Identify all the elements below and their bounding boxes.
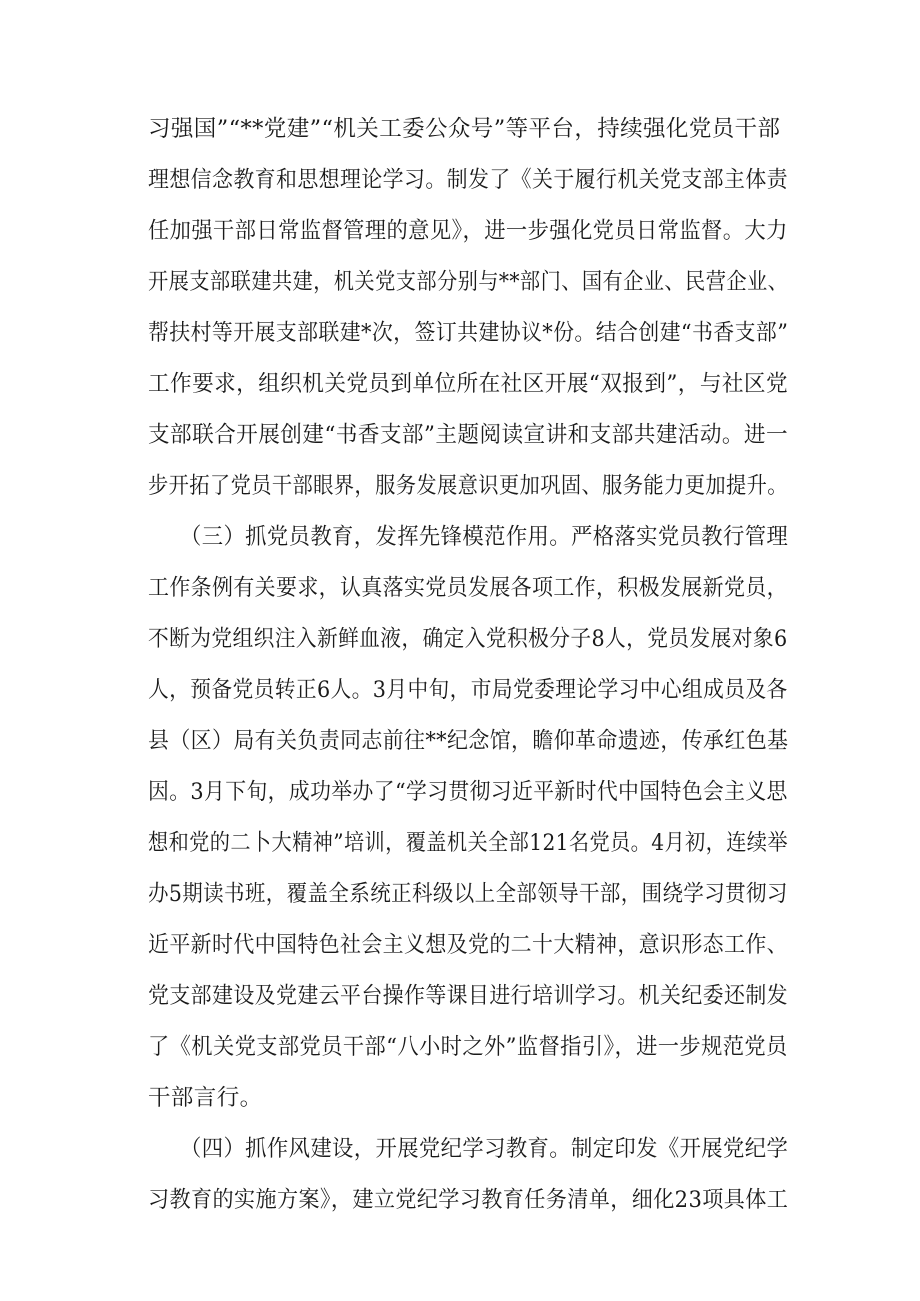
- text-line: 了《机关党支部党员干部“八小时之外”监督指引》，进一步规范党员: [148, 1034, 788, 1060]
- text-line: 县（区）局有关负责同志前往**纪念馆，瞻仰革命遗迹，传承红色基: [148, 728, 789, 754]
- text-line: 习强国”“**党建”“机关工委公众号”等平台，持续强化党员干部: [148, 116, 781, 142]
- text-line: 工作条例有关要求，认真落实党员发展各项工作，积极发展新党员，: [148, 575, 789, 601]
- text-line: 步开拓了党员干部眼界，服务发展意识更加巩固、服务能力更加提升。: [148, 473, 788, 499]
- text-line: 支部联合开展创建“书香支部”主题阅读宣讲和支部共建活动。进一: [148, 422, 789, 448]
- text-line: 近平新时代中国特色社会主义想及党的二十大精神，意识形态工作、: [148, 932, 789, 958]
- text-line: 帮扶村等开展支部联建*次，签订共建协议*份。结合创建“书香支部”: [148, 320, 789, 346]
- text-line: 想和党的二卜大精神”培训，覆盖机关全部121名党员。4月初，连续举: [148, 830, 788, 856]
- text-line: 党支部建设及党建云平台操作等课目进行培训学习。机关纪委还制发: [148, 983, 789, 1009]
- text-line: 任加强干部日常监督管理的意见》，进一步强化党员日常监督。大力: [148, 218, 788, 244]
- text-line: 理想信念教育和思想理论学习。制发了《关于履行机关党支部主体责: [148, 167, 789, 193]
- text-line: 工作要求，组织机关党员到单位所在社区开展“双报到”，与社区党: [148, 371, 789, 397]
- section-heading-4: （四）抓作风建设，开展党纪学习教育。制定印发《开展党纪学: [180, 1136, 789, 1162]
- text-line: 干部言行。: [148, 1085, 263, 1111]
- text-line: 办5期读书班，覆盖全系统正科级以上全部领导干部，围绕学习贯彻习: [148, 881, 788, 907]
- section-heading-3: （三）抓党员教育，发挥先锋模范作用。严格落实党员教行管理: [180, 524, 789, 550]
- text-line: 习教育的实施方案》，建立党纪学习教育任务清单，细化23项具体工: [148, 1187, 789, 1213]
- text-line: 因。3月下旬，成功举办了“学习贯彻习近平新时代中国特色会主义思: [148, 779, 788, 805]
- text-line: 人，预备党员转正6人。3月中旬，市局党委理论学习中心组成员及各: [148, 677, 788, 703]
- text-line: 不断为党组织注入新鲜血液，确定入党积极分子8人，党员发展对象6: [148, 626, 788, 652]
- text-line: 开展支部联建共建，机关党支部分别与**部门、国有企业、民营企业、: [148, 269, 789, 295]
